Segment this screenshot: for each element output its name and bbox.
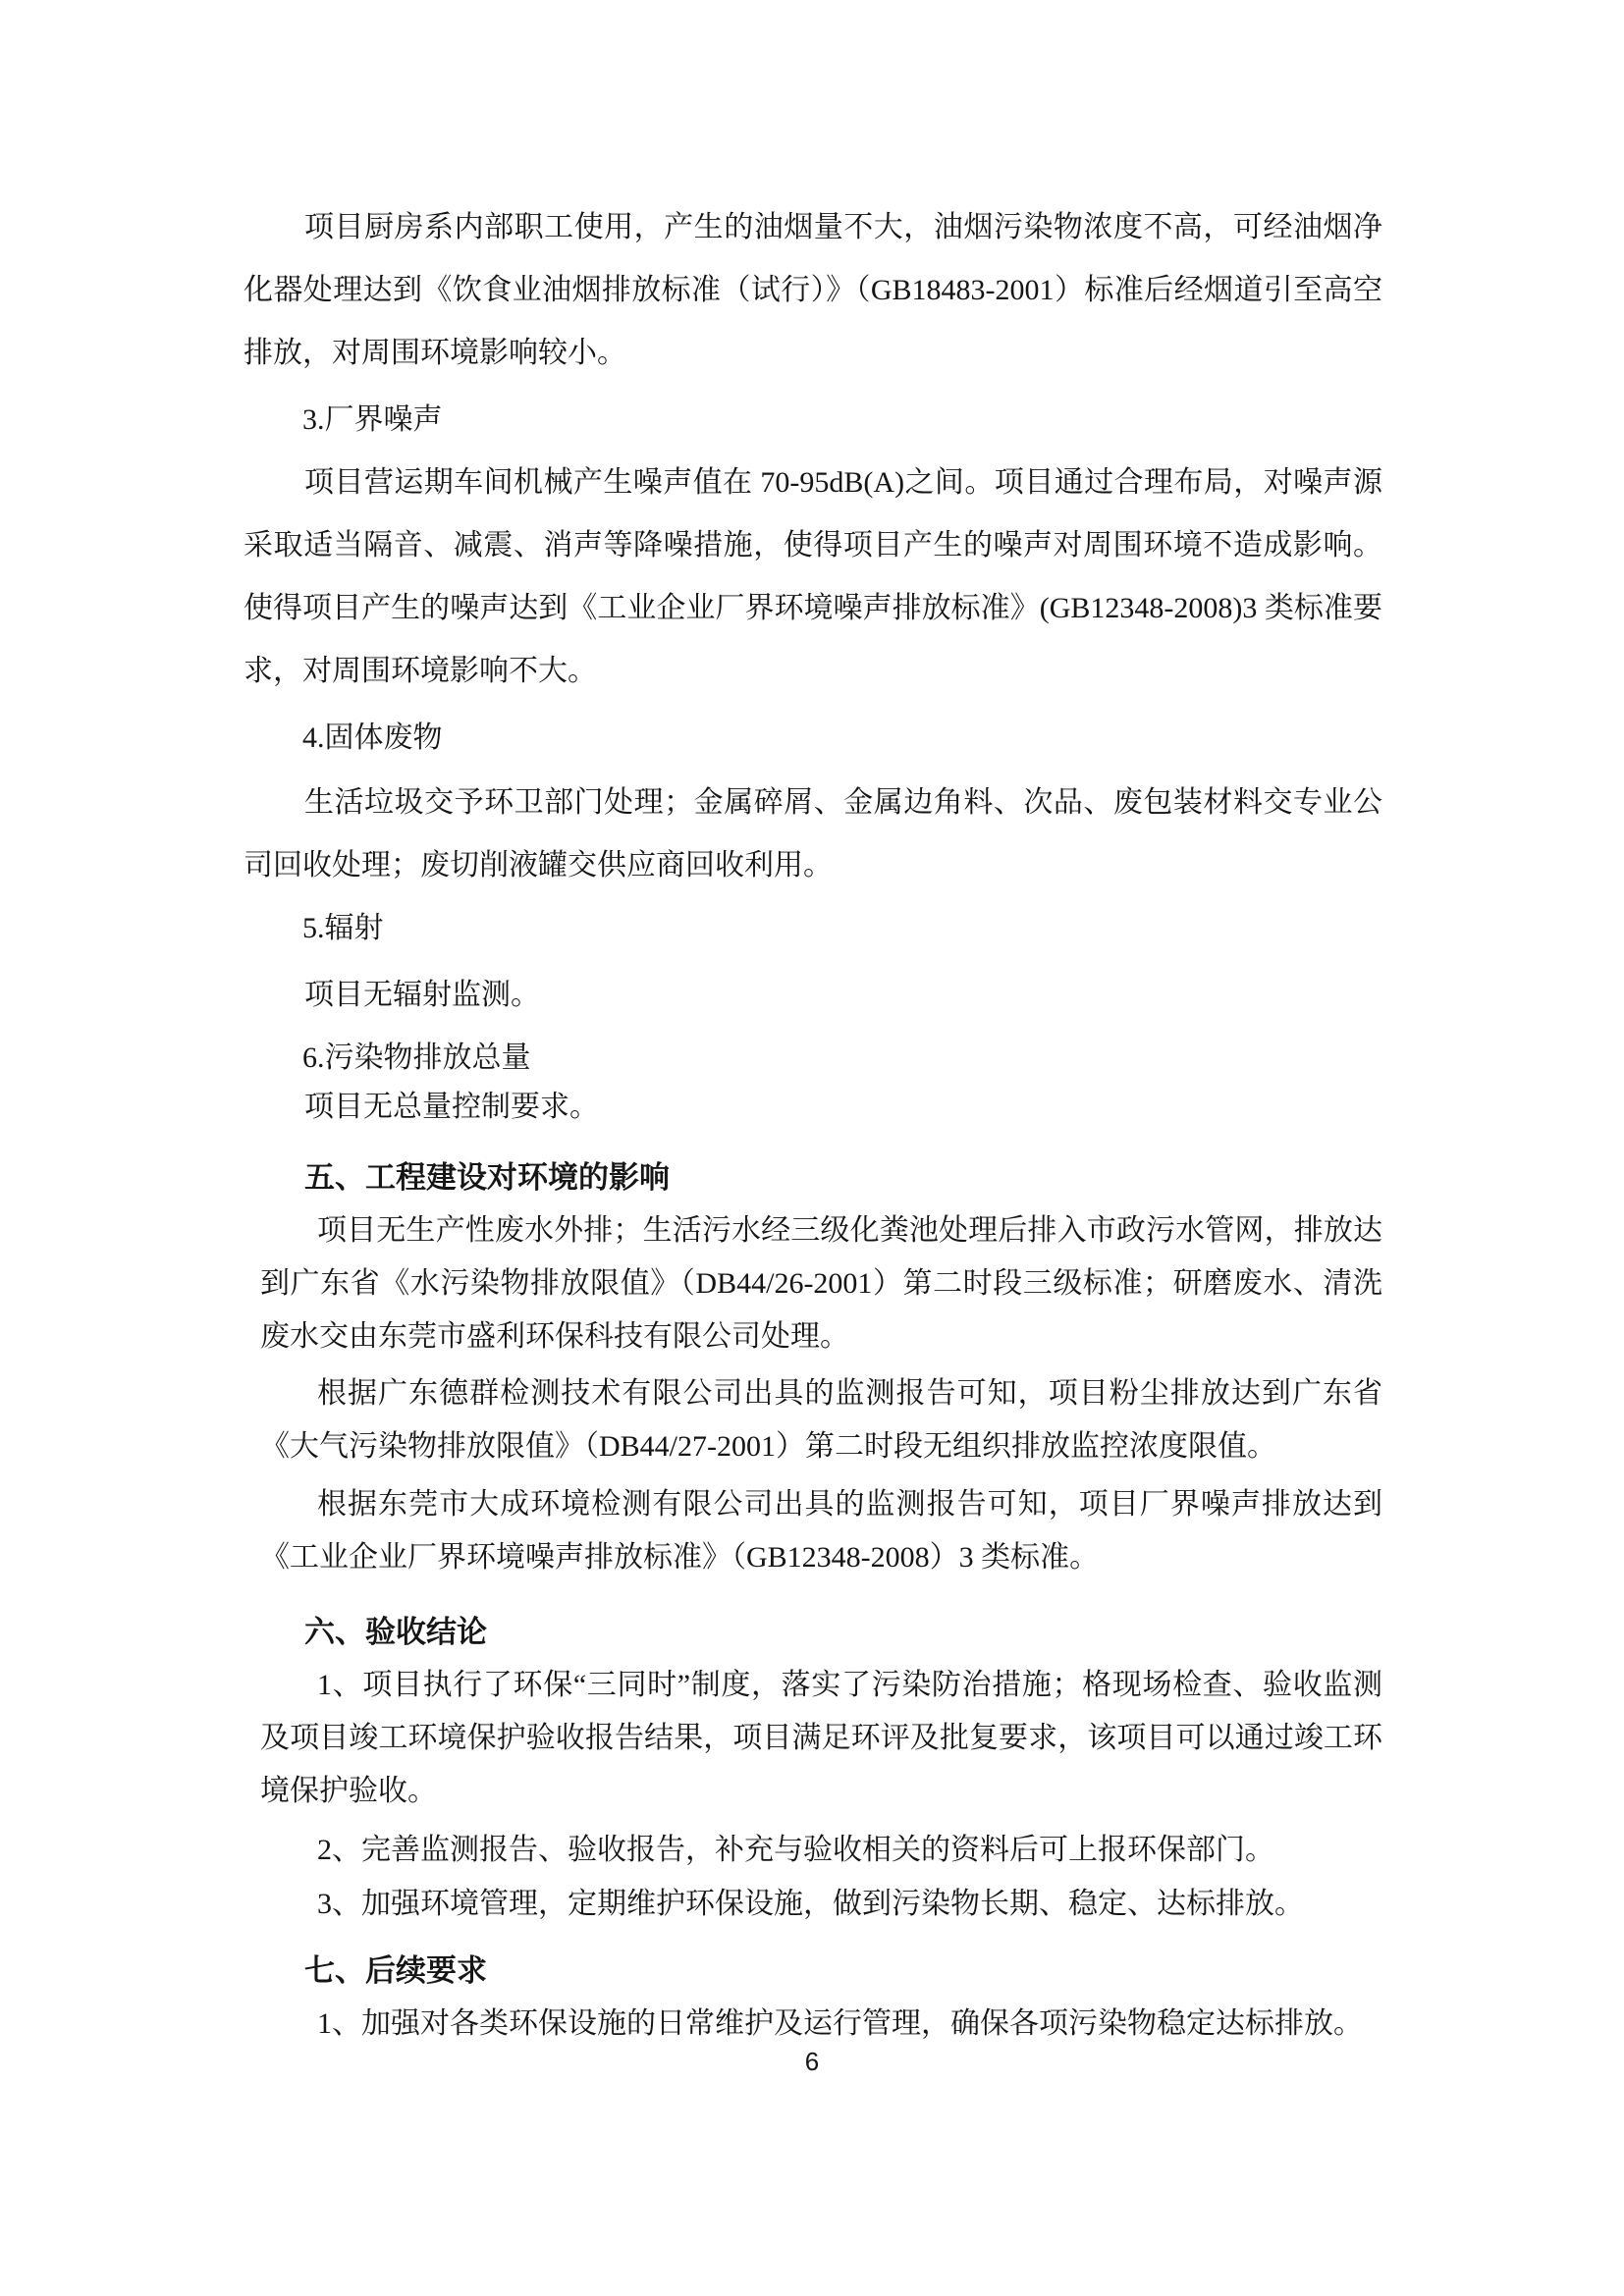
heading-section6-acceptance-conclusion: 六、验收结论	[304, 1615, 487, 1649]
paragraph-conclusion-3: 3、加强环境管理，定期维护环保设施，做到污染物长期、稳定、达标排放。	[317, 1888, 1304, 1920]
heading-section5-environmental-impact: 五、工程建设对环境的影响	[304, 1160, 670, 1195]
paragraph-kitchen-fume: 项目厨房系内部职工使用，产生的油烟量不大，油烟污染物浓度不高，可经油烟净化器处理达到《饮食业油烟排放标准（试行）》（GB18483-2001）标准后经烟道引至高空排放，对周围环境影响较小。	[244, 211, 1382, 369]
paragraph-followup-1: 1、加强对各类环保设施的日常维护及运行管理，确保各项污染物稳定达标排放。	[317, 2007, 1363, 2040]
paragraph-conclusion-2: 2、完善监测报告、验收报告，补充与验收相关的资料后可上报环保部门。	[317, 1834, 1274, 1866]
paragraph-total-control: 项目无总量控制要求。	[304, 1091, 599, 1123]
page-number: 6	[804, 2047, 820, 2076]
paragraph-radiation: 项目无辐射监测。	[304, 979, 540, 1011]
document-body	[0, 196, 1624, 2051]
heading-section7-followup-requirements: 七、后续要求	[304, 1953, 487, 1988]
paragraph-conclusion-1: 1、项目执行了环保“三同时”制度，落实了污染防治措施；格现场检查、验收监测及项目竣工环境保护验收报告结果，项目满足环评及批复要求，该项目可以通过竣工环境保护验收。	[260, 1669, 1382, 1807]
heading-radiation: 5.辐射	[302, 912, 384, 944]
heading-pollutant-discharge-total: 6.污染物排放总量	[302, 1041, 531, 1074]
paragraph-noise-monitoring: 根据东莞市大成环境检测有限公司出具的监测报告可知，项目厂界噪声排放达到《工业企业厂界环境噪声排放标准》（GB12348-2008）3 类标准。	[260, 1488, 1382, 1574]
paragraph-dust-monitoring: 根据广东德群检测技术有限公司出具的监测报告可知，项目粉尘排放达到广东省《大气污染物排放限值》（DB44/27-2001）第二时段无组织排放监控浓度限值。	[260, 1377, 1382, 1463]
paragraph-operation-noise: 项目营运期车间机械产生噪声值在 70-95dB(A)之间。项目通过合理布局，对噪声源采取适当隔音、减震、消声等降噪措施，使得项目产生的噪声对周围环境不造成影响。使得项目产生的噪声达到《工业企业厂界环境噪声排放标准》(GB12348-2008)3 类标准要求，对周围环境影响不大。	[244, 466, 1382, 687]
paragraph-solid-waste: 生活垃圾交予环卫部门处理；金属碎屑、金属边角料、次品、废包装材料交专业公司回收处理；废切削液罐交供应商回收利用。	[244, 786, 1382, 881]
paragraph-wastewater: 项目无生产性废水外排；生活污水经三级化粪池处理后排入市政污水管网，排放达到广东省《水污染物排放限值》（DB44/26-2001）第二时段三级标准；研磨废水、清洗废水交由东莞市盛利环保科技有限公司处理。	[260, 1214, 1382, 1353]
heading-factory-boundary-noise: 3.厂界噪声	[302, 403, 443, 436]
heading-solid-waste: 4.固体废物	[302, 721, 443, 754]
